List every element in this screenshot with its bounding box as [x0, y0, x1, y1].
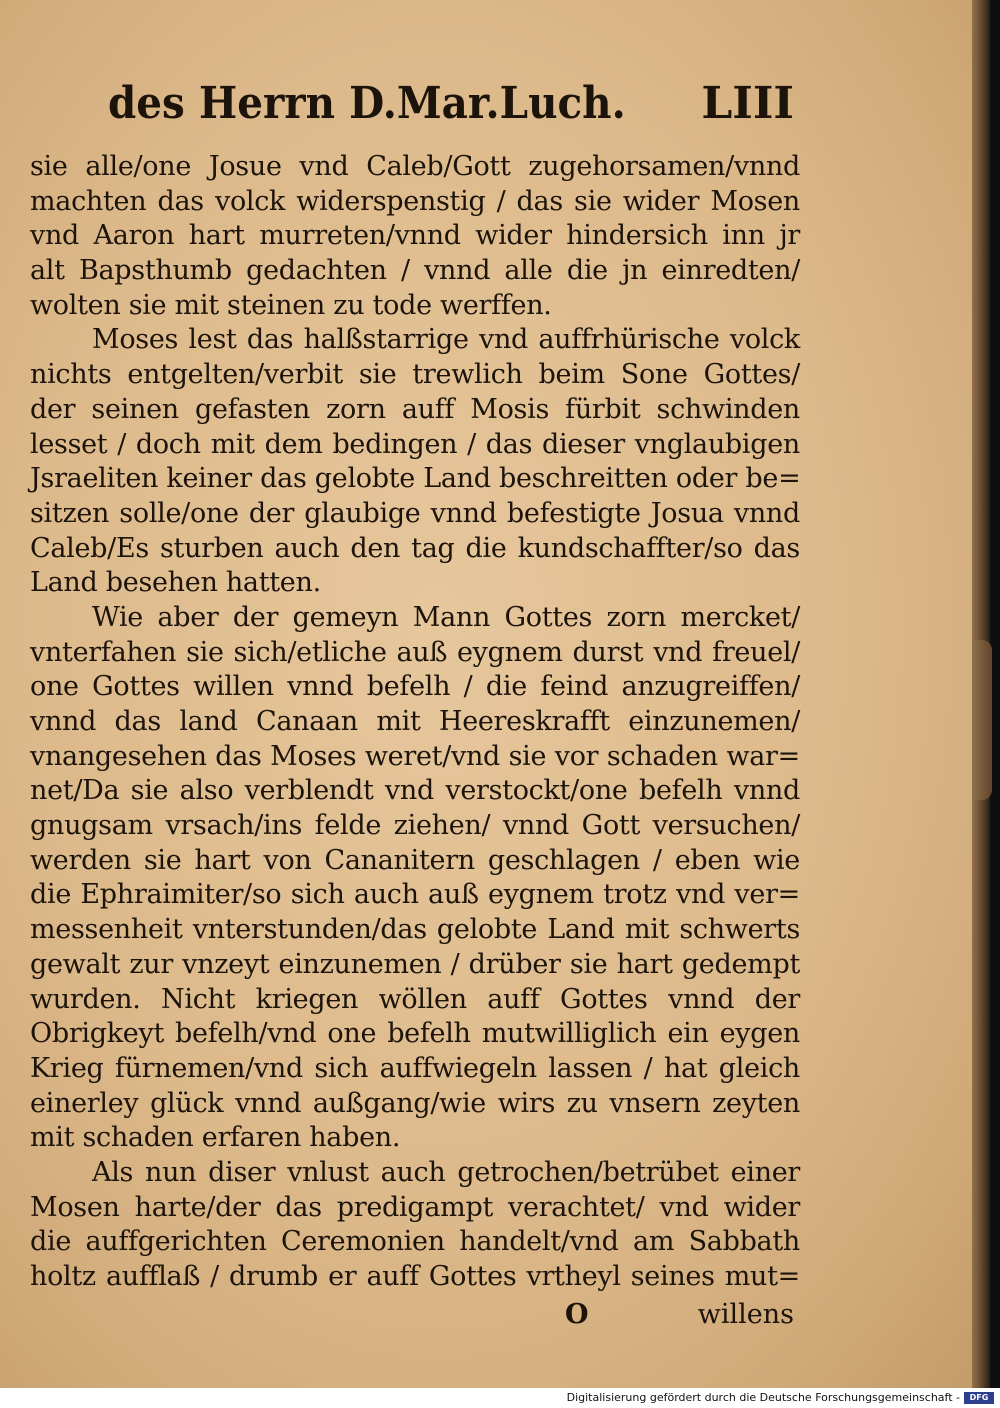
- text-line: gewalt zur vnzeyt einzunemen / drüber sie hart gedempt: [30, 948, 800, 980]
- text-line: messenheit vnterstunden/das gelobte Land mit schwerts: [30, 914, 800, 946]
- page-footer: [30, 1295, 800, 1335]
- text-line: alt Bapsthumb gedachten / vnnd alle die jn einredten/: [30, 255, 800, 287]
- text-block: [30, 78, 800, 1335]
- credit-bar: [0, 1388, 1000, 1408]
- text-line: Mosen harte/der das predigampt verachtet/ vnd wider: [30, 1191, 800, 1223]
- text-line: einerley glück vnnd außgang/wie wirs zu vnsern zeyten: [30, 1087, 800, 1119]
- text-line: net/Da sie also verblendt vnd verstockt/one befelh vnnd: [30, 775, 800, 807]
- folio-number: LIII: [701, 78, 794, 129]
- text-line: die auffgerichten Ceremonien handelt/vnd am Sabbath: [30, 1226, 800, 1258]
- text-line: der seinen gefasten zorn auff Mosis fürbit schwinden: [30, 393, 800, 425]
- text-line: holtz aufflaß / drumb er auff Gottes vrtheyl seines mut=: [30, 1261, 800, 1292]
- text-line: vnterfahen sie sich/etliche auß eygnem durst vnd freuel/: [30, 636, 800, 668]
- text-line: gnugsam vrsach/ins felde ziehen/ vnnd Gott versuchen/: [30, 810, 800, 842]
- text-line: sitzen solle/one der glaubige vnnd befestigte Josua vnnd: [30, 497, 800, 529]
- running-head: des Herrn D.Mar.Luch.: [108, 78, 626, 129]
- text-line: wolten sie mit steinen zu tode werffen.: [30, 289, 552, 321]
- text-line: Moses lest das halßstarrige vnd auffrhürische volck: [92, 324, 800, 356]
- dfg-logo: DFG: [964, 1392, 994, 1404]
- text-line: one Gottes willen vnnd befelh / die feind anzugreiffen/: [30, 671, 800, 703]
- text-line: vnangesehen das Moses weret/vnd sie vor schaden war=: [30, 740, 800, 772]
- text-line: lesset / doch mit dem bedingen / das dieser vnglaubigen: [30, 428, 800, 460]
- text-line: sie alle/one Josue vnd Caleb/Gott zugehorsamen/vnnd: [30, 151, 800, 182]
- text-line: Obrigkeyt befelh/vnd one befelh mutwilliglich ein eygen: [30, 1018, 800, 1050]
- text-line: wurden. Nicht kriegen wöllen auff Gottes vnnd der: [30, 983, 800, 1015]
- text-line: Als nun diser vnlust auch getrochen/betrübet einer: [92, 1156, 800, 1188]
- text-line: vnnd das land Canaan mit Heereskrafft einzunemen/: [30, 706, 800, 737]
- text-line: vnd Aaron hart murreten/vnnd wider hindersich inn jr: [30, 220, 800, 252]
- text-line: nichts entgelten/verbit sie trewlich beim Sone Gottes/: [30, 359, 800, 391]
- text-line: die Ephraimiter/so sich auch auß eygnem trotz vnd ver=: [30, 879, 800, 911]
- text-line: Krieg fürnemen/vnd sich auffwiegeln lassen / hat gleich: [30, 1052, 800, 1084]
- funding-credit: Digitalisierung gefördert durch die Deutsche Forschungsgemeinschaft -: [566, 1391, 960, 1404]
- text-line: Land besehen hatten.: [30, 567, 321, 599]
- text-line: Wie aber der gemeyn Mann Gottes zorn mercket/: [92, 601, 800, 633]
- text-line: Jsraeliten keiner das gelobte Land beschreitten oder be=: [30, 463, 801, 495]
- page-header: [30, 78, 800, 150]
- text-line: machten das volck widerspenstig / das sie wider Mosen: [30, 185, 800, 217]
- body-text: [30, 150, 800, 1295]
- text-line: mit schaden erfaren haben.: [30, 1122, 401, 1154]
- catchword: willens: [697, 1298, 794, 1330]
- text-line: werden sie hart von Cananitern geschlagen / eben wie: [30, 844, 800, 876]
- signature-mark: O: [565, 1298, 589, 1330]
- text-line: Caleb/Es sturben auch den tag die kundschaffter/so das: [30, 532, 800, 564]
